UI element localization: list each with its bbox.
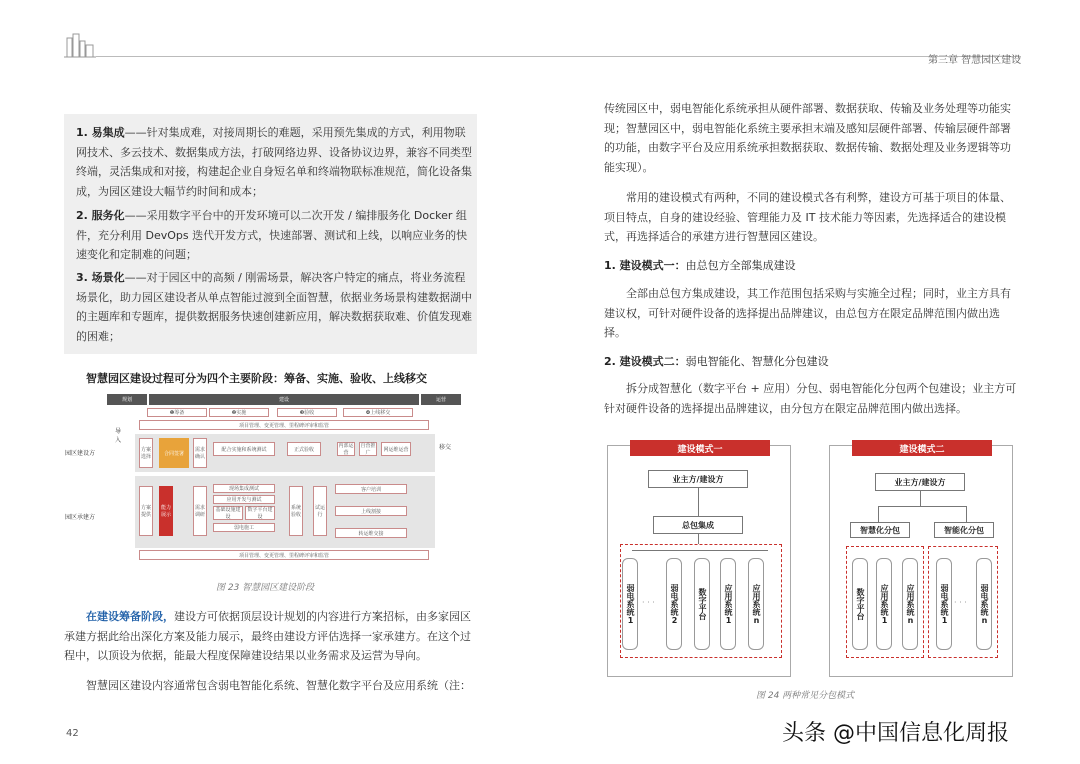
sub-contractor-box: 智慧化分包 <box>850 522 910 538</box>
r2-box: 需求调研 <box>193 486 207 536</box>
left-para-2: 智慧园区建设内容通常包含弱电智能化系统、智慧化数字平台及应用系统（注： <box>86 679 471 692</box>
mgmt-bottom: 项目管理、变更管理、里程碑评审和监管 <box>139 550 429 560</box>
connector <box>878 506 966 507</box>
mode2-title: 2. 建设模式二： <box>604 355 686 368</box>
phase-4: ❹上线移交 <box>343 408 413 417</box>
system-item: 弱电系统n <box>976 558 992 650</box>
connector <box>632 550 768 551</box>
ellipsis: · · · <box>642 598 655 607</box>
r1-box: 配合实施和系统测试 <box>213 442 275 456</box>
mode2-heading <box>604 353 829 369</box>
r1-box: 需求确认 <box>193 438 207 468</box>
connector <box>698 488 699 516</box>
r2-box: 弱电施工 <box>213 523 275 532</box>
r2-box: 现场集成测试 <box>213 484 275 493</box>
r1-box: 方案选择 <box>139 438 153 468</box>
right-para-2: 常用的建设模式有两种，不同的建设模式各有利弊，建设方可基于项目的体量、项目特点，自身的建设经验、管理能力及 IT 技术能力等因素，先选择适合的建设模式，再选择适合的承建方进行智慧园区建设。 <box>604 191 1011 243</box>
mode2-sub: 弱电智能化、智慧化分包建设 <box>685 355 829 368</box>
import-label: 导入 <box>115 428 122 444</box>
page-number: 42 <box>66 728 79 739</box>
connector <box>698 534 699 544</box>
r2-box: 上线割接 <box>335 506 407 516</box>
fig24-caption: 图 24 两种常见分包模式 <box>756 691 855 701</box>
feature-title: 2. 服务化 <box>76 209 125 222</box>
r2-box: 试运行 <box>313 486 327 536</box>
mode1-title: 1. 建设模式一： <box>604 259 686 272</box>
feature-item-3 <box>76 268 476 346</box>
header-rule <box>96 56 1021 57</box>
feature-text: ——针对集成难，对接周期长的难题，采用预先集成的方式，利用物联网技术、多云技术、数据集成方法，打破网络边界、设备协议边界，兼容不同类型终端，灵活集成和对接，构建起企业自身短名单和终端物联标准规范，简化设备集成，为园区建设大幅节约时间和成本； <box>76 126 472 198</box>
system-item: 弱电系统1 <box>936 558 952 650</box>
stage-plan: 规划 <box>107 394 147 405</box>
owner-box: 业主方/建设方 <box>875 473 965 491</box>
r2-box: 基础设施建设 <box>213 506 243 520</box>
r2-box: 方案提供 <box>139 486 153 536</box>
fig23-heading: 智慧园区建设过程可分为四个主要阶段：筹备、实施、验收、上线移交 <box>86 372 427 385</box>
para-lead: 在建设筹备阶段， <box>86 610 174 623</box>
feature-item-1 <box>76 123 476 201</box>
row2-label: 园区承建方 <box>65 514 96 521</box>
ellipsis: · · · <box>954 598 967 607</box>
contractor-box: 总包集成 <box>653 516 743 534</box>
connector <box>920 491 921 506</box>
connector <box>966 506 967 522</box>
system-item: 弱电系统2 <box>666 558 682 650</box>
sub-contractor-box: 智能化分包 <box>934 522 994 538</box>
panel-title: 建设模式二 <box>852 440 992 456</box>
r2-box: 应用开发与测试 <box>213 495 275 504</box>
phase-2: ❷实施 <box>209 408 269 417</box>
connector <box>878 506 879 522</box>
r2-box: 系统验收 <box>289 486 303 536</box>
right-para-1: 传统园区中，弱电智能化系统承担从硬件部署、数据获取、传输及业务处理等功能实现；智慧园区中，弱电智能化系统主要承担末端及感知层硬件部署、传输层硬件部署的功能，由数字平台及应用系统承担数据获取、数据传输、数据处理及业务逻辑等功能实现）。 <box>604 102 1011 174</box>
left-para-1 <box>64 607 477 666</box>
system-item: 弱电系统1 <box>622 558 638 650</box>
r1-box: 正式验收 <box>287 442 321 456</box>
feature-title: 3. 场景化 <box>76 271 125 284</box>
mode2-text: 拆分成智慧化（数字平台 + 应用）分包、弱电智能化分包两个包建设；业主方可针对硬件设备的选择提出品牌建议，由分包方在限定品牌范围内做出选择。 <box>604 382 1017 415</box>
r1-box: 自营推广 <box>360 443 376 456</box>
r2-box: 能力展示 <box>159 486 173 536</box>
phase-1: ❶筹备 <box>147 408 207 417</box>
fig24-panel-1 <box>607 445 791 677</box>
chapter-title: 第三章 智慧园区建设 <box>928 55 1022 66</box>
fig24-panel-2 <box>829 445 1013 677</box>
mode1-sub: 由总包方全部集成建设 <box>685 259 796 272</box>
figure-23 <box>65 394 462 568</box>
mgmt-top: 项目管理、变更管理、里程碑评审和监管 <box>139 420 429 430</box>
mode1-heading <box>604 257 796 273</box>
mode1-text: 全部由总包方集成建设，其工作范围包括采购与实施全过程；同时，业主方具有建议权，可针对硬件设备的选择提出品牌建议，由总包方在限定品牌范围内做出选择。 <box>604 287 1011 339</box>
system-item: 应用系统1 <box>720 558 736 650</box>
fig23-caption: 图 23 智慧园区建设阶段 <box>216 583 315 593</box>
system-item: 应用系统1 <box>876 558 892 650</box>
row1-label: 园区建设方 <box>65 450 96 457</box>
building-logo-icon <box>64 32 96 58</box>
panel-title: 建设模式一 <box>630 440 770 456</box>
watermark: 头条 @中国信息化周报 <box>782 721 1009 746</box>
r2-box: 客户培训 <box>335 484 407 494</box>
feature-title: 1. 易集成 <box>76 126 125 139</box>
stage-build: 建设 <box>149 394 419 405</box>
feature-item-2 <box>76 206 476 265</box>
feature-text: ——采用数字平台中的开发环境可以二次开发 / 编排服务化 Docker 组件，充分利用 DevOps 迭代开发方式，快速部署、测试和上线，以响应业务的快速变化和定制难的问题； <box>76 209 468 261</box>
r1-box: 网运维运营 <box>381 442 411 456</box>
stage-ops: 运营 <box>421 394 461 405</box>
r2-box: 转运维交接 <box>335 528 407 538</box>
phase-3: ❸验收 <box>277 408 337 417</box>
r2-box: 数字平台建设 <box>245 506 275 520</box>
system-item: 应用系统n <box>748 558 764 650</box>
system-item: 应用系统n <box>902 558 918 650</box>
r1-box: 合同签署 <box>159 438 189 468</box>
system-item: 数字平台 <box>852 558 868 650</box>
handover-label: 移交 <box>439 444 452 451</box>
feature-text: ——对于园区中的高频 / 刚需场景，解决客户特定的痛点，将业务流程场景化，助力园区建设者从单点智能过渡到全面智慧，依据业务场景构建数据湖中的主题库和专题库，提供数据服务快速创建新应用，解决数据获取难、价值发现难的困难； <box>76 271 472 343</box>
r1-box: 内部运营 <box>338 443 354 456</box>
system-item: 数字平台 <box>694 558 710 650</box>
para-text: 建设方可依据顶层设计规划的内容进行方案招标，由多家园区承建方据此给出深化方案及能力展示，最终由建设方评估选择一家承建方。在这个过程中，以顶设为依据，能最大程度保障建设结果以业务需求及运营为导向。 <box>64 610 471 662</box>
owner-box: 业主方/建设方 <box>648 470 748 488</box>
